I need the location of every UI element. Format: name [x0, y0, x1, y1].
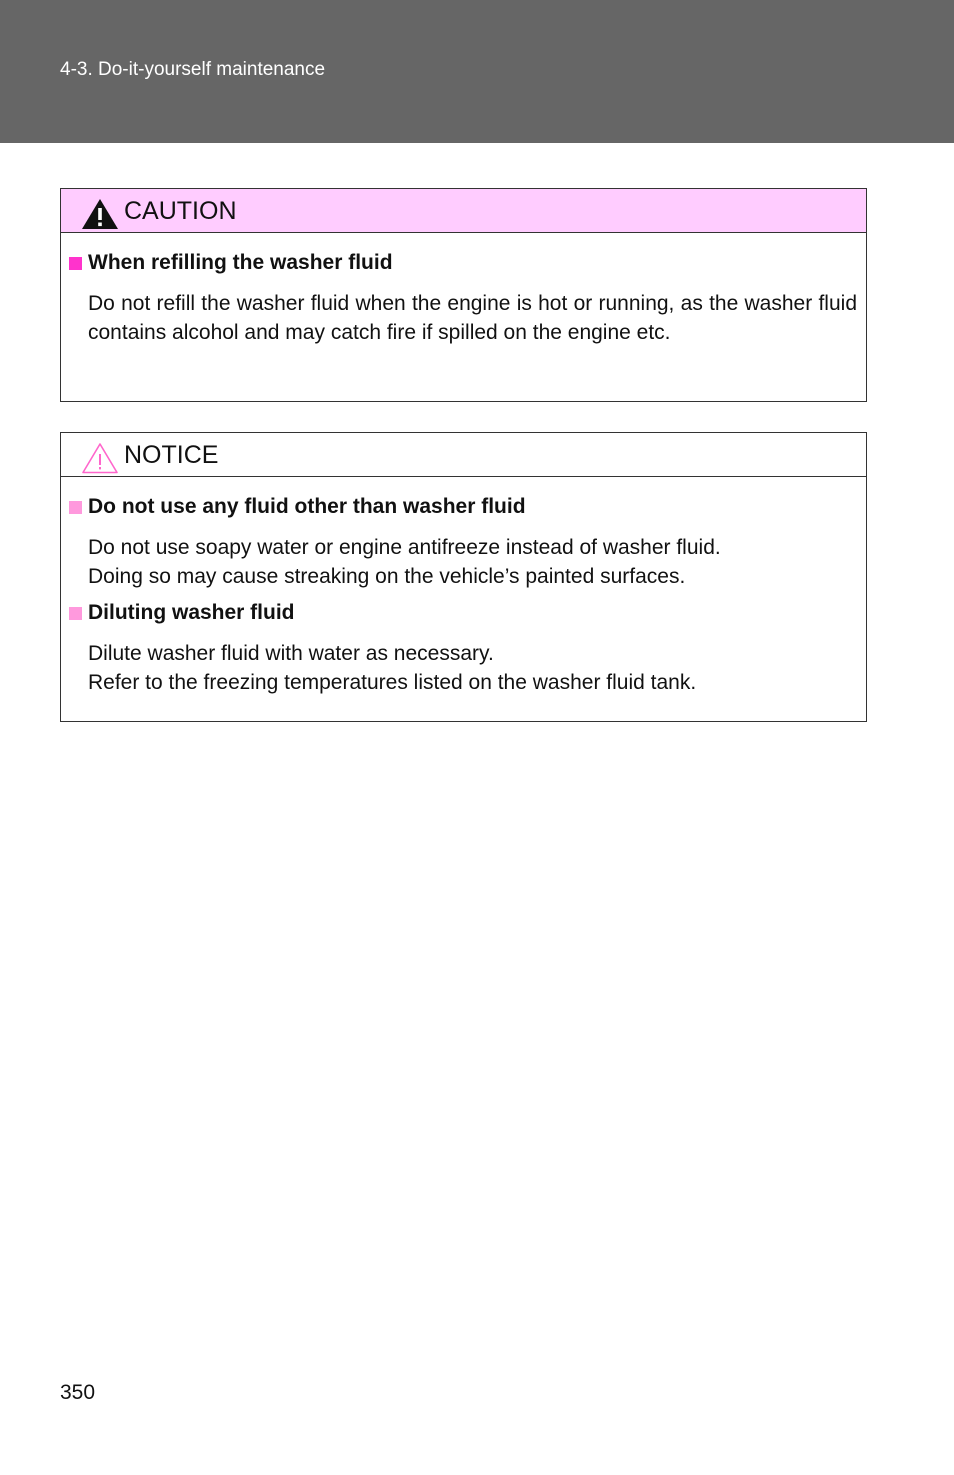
notice-item-title: Do not use any fluid other than washer fluid	[88, 495, 526, 518]
page-number: 350	[60, 1381, 96, 1404]
body-line: Dilute washer fluid with water as necessary.	[88, 642, 494, 665]
caution-box	[60, 188, 867, 402]
caution-item-title: When refilling the washer fluid	[88, 251, 393, 274]
notice-item-body	[88, 639, 857, 697]
notice-header	[61, 433, 866, 477]
body-line: Refer to the freezing temperatures listed on the washer fluid tank.	[88, 671, 697, 694]
caution-label: CAUTION	[124, 197, 237, 225]
warning-triangle-filled-icon	[81, 198, 119, 230]
notice-label: NOTICE	[124, 441, 219, 469]
bullet-square-icon	[69, 501, 82, 514]
body-line: Do not use soapy water or engine antifreeze instead of washer fluid.	[88, 536, 721, 559]
notice-item-body	[88, 533, 857, 591]
warning-triangle-outline-icon	[81, 442, 119, 474]
section-title: 4-3. Do-it-yourself maintenance	[60, 59, 326, 80]
bullet-square-icon	[69, 257, 82, 270]
caution-item-body: Do not refill the washer fluid when the engine is hot or running, as the washer fluid contains alcohol and may catch fire if spilled on the engine etc.	[88, 292, 857, 344]
header-band	[0, 0, 954, 143]
caution-header	[61, 189, 866, 233]
body-line: Doing so may cause streaking on the vehicle’s painted surfaces.	[88, 565, 686, 588]
notice-item-title: Diluting washer fluid	[88, 601, 295, 624]
bullet-square-icon	[69, 607, 82, 620]
notice-box	[60, 432, 867, 722]
